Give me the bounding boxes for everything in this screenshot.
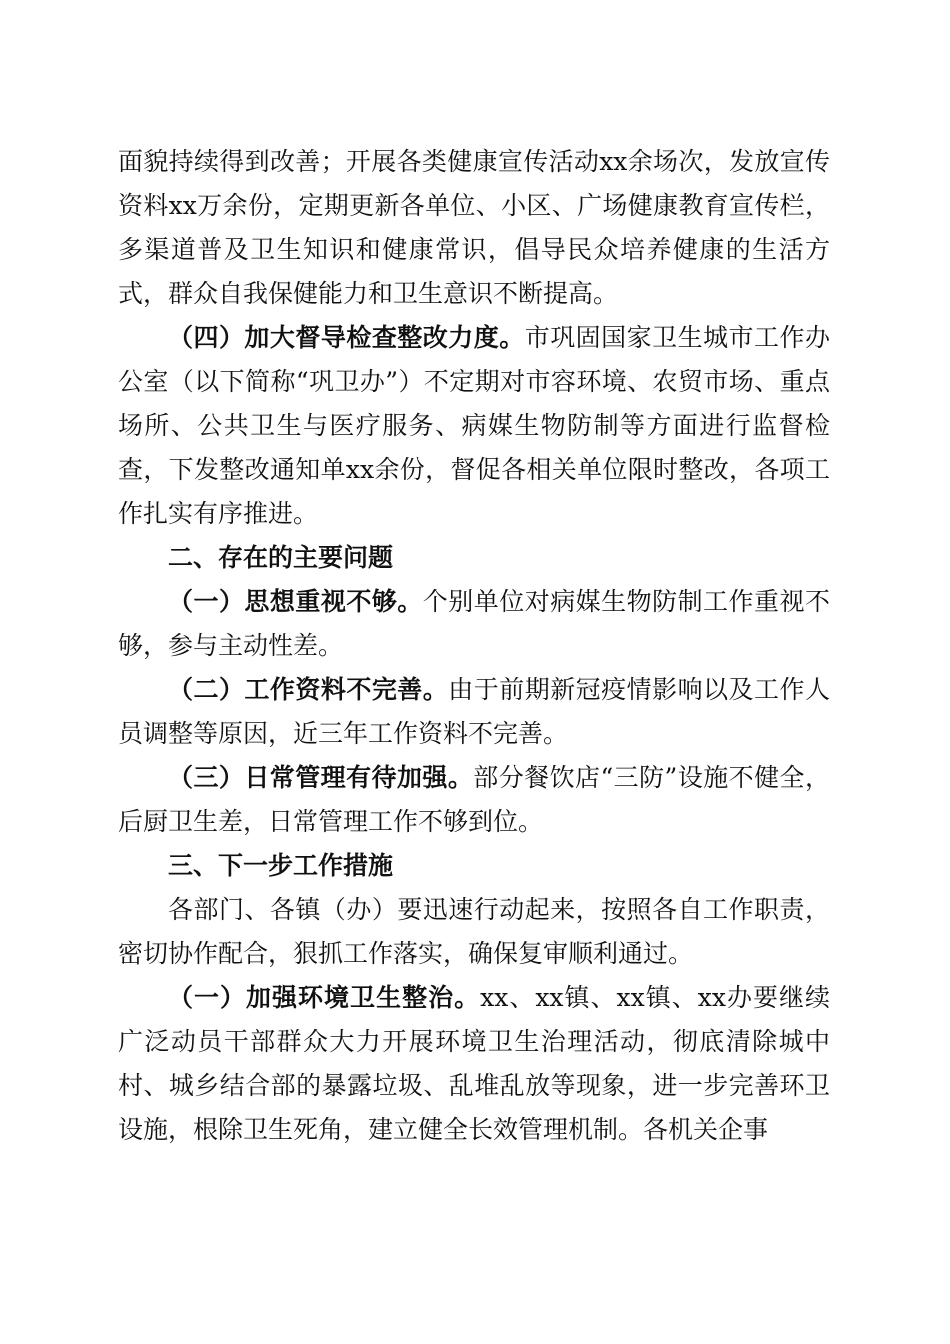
paragraph-problem-1 (118, 580, 830, 668)
section-heading-problems: 二、存在的主要问题 (168, 543, 394, 572)
section-heading-next-steps: 三、下一步工作措施 (168, 851, 394, 880)
paragraph-text: 个别单位对病媒生物防制工作重视不够，参与主动性差。 (118, 587, 830, 660)
paragraph-text: 由于前期新冠疫情影响以及工作人员调整等原因，近三年工作资料不完善。 (118, 675, 830, 748)
paragraph-problem-2 (118, 668, 830, 756)
paragraph-next-steps-intro (118, 888, 830, 976)
paragraph-lead: （三）日常管理有待加强。 (168, 763, 474, 792)
paragraph-text: 部分餐饮店“三防”设施不健全，后厨卫生差，日常管理工作不够到位。 (118, 763, 830, 836)
paragraph-supervision (118, 316, 830, 536)
paragraph-text: 市巩固国家卫生城市工作办公室（以下简称“巩卫办”）不定期对市容环境、农贸市场、重点场所、公共卫生与医疗服务、病媒生物防制等方面进行监督检查，下发整改通知单xx余份，督促各相关单位限时整改，各项工作扎实有序推进。 (118, 323, 830, 528)
paragraph-text: 各部门、各镇（办）要迅速行动起来，按照各自工作职责，密切协作配合，狠抓工作落实，确保复审顺利通过。 (118, 895, 830, 968)
paragraph-problem-3 (118, 756, 830, 844)
paragraph-text: 面貌持续得到改善；开展各类健康宣传活动xx余场次，发放宣传资料xx万余份，定期更新各单位、小区、广场健康教育宣传栏，多渠道普及卫生知识和健康常识，倡导民众培养健康的生活方式，群众自我保健能力和卫生意识不断提高。 (118, 147, 830, 308)
paragraph-continued (118, 140, 830, 316)
paragraph-lead: （四）加大督导检查整改力度。 (168, 323, 525, 352)
document-page (118, 140, 830, 1152)
paragraph-lead: （一）加强环境卫生整治。 (168, 983, 481, 1012)
paragraph-text: xx、xx镇、xx镇、xx办要继续广泛动员干部群众大力开展环境卫生治理活动，彻底清除城中村、城乡结合部的暴露垃圾、乱堆乱放等现象，进一步完善环卫设施，根除卫生死角，建立健全长效管理机制。各机关企事 (118, 983, 830, 1144)
paragraph-lead: （二）工作资料不完善。 (168, 675, 449, 704)
paragraph-lead: （一）思想重视不够。 (168, 587, 423, 616)
paragraph-measure-1 (118, 976, 830, 1152)
